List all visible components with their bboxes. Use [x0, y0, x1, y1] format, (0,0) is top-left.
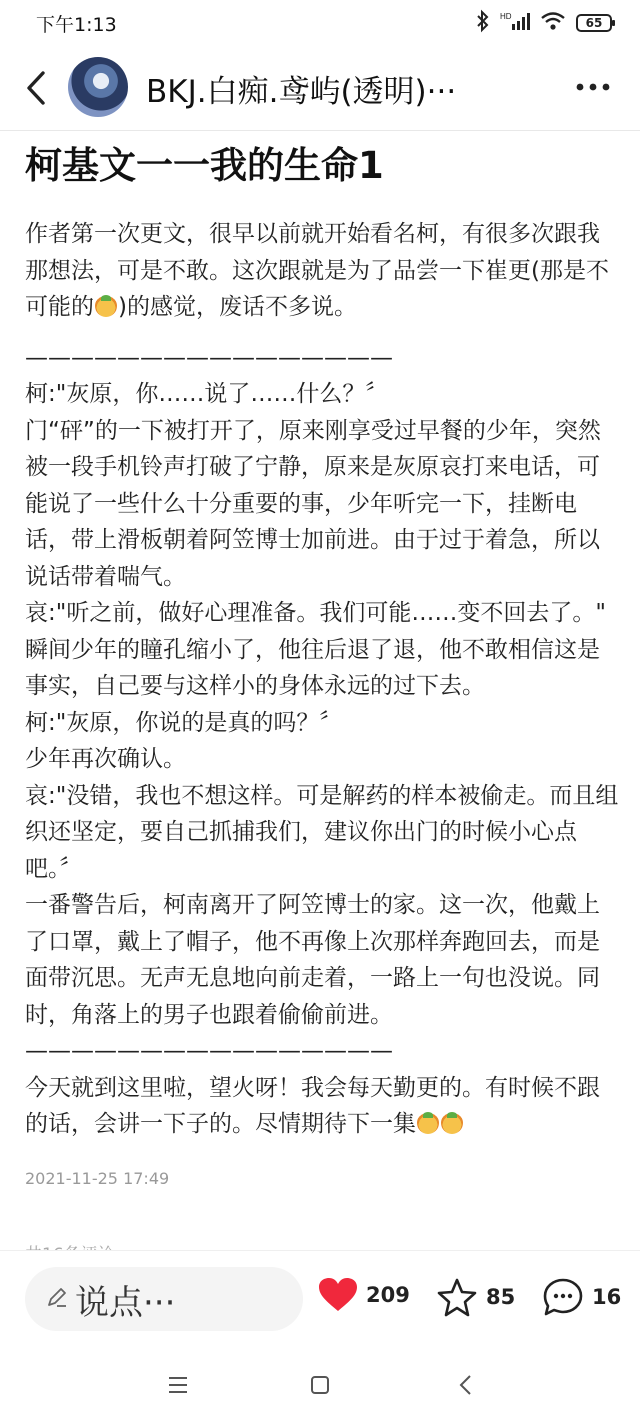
article	[25, 136, 620, 1188]
outro-text: 今天就到这里啦，望火呀！我会每天勤更的。有时候不跟的话，会讲一下子的。尽情期待下一集	[25, 1074, 600, 1137]
post-timestamp: 2021-11-25 17:49	[25, 1168, 170, 1188]
status-bar	[0, 0, 640, 46]
chevron-left-icon	[25, 70, 47, 106]
emoji-icon	[441, 1112, 463, 1134]
story-paragraph: 少年再次确认。	[25, 746, 186, 772]
signal-icon	[500, 11, 530, 35]
more-dots-icon	[576, 83, 610, 91]
home-square-icon	[310, 1375, 330, 1395]
heart-icon	[318, 1277, 358, 1313]
bottom-action-bar	[0, 1250, 640, 1347]
comment-count: 16	[592, 1285, 622, 1309]
status-icons	[476, 10, 612, 36]
back-triangle-icon	[458, 1374, 472, 1396]
page-title: BKJ.白痴.鸢屿(透明)···	[146, 74, 457, 110]
star-icon	[436, 1277, 478, 1317]
comments-button[interactable]	[542, 1277, 621, 1317]
back-button[interactable]	[16, 66, 56, 110]
battery-icon: 65	[576, 14, 612, 32]
comment-placeholder: 说点···	[75, 1282, 176, 1323]
menu-icon	[168, 1376, 188, 1394]
story-paragraph: 哀:"没错，我也不想这样。可是解药的样本被偷走。而且组织还坚定，要自己抓捕我们，建议你出门的时候小心点吧。〞	[25, 782, 619, 882]
emoji-icon	[417, 1112, 439, 1134]
story-paragraph: 哀:"听之前，做好心理准备。我们可能……变不回去了。"	[25, 600, 606, 626]
article-outro	[25, 1070, 620, 1143]
more-button[interactable]	[576, 72, 610, 102]
header-divider	[0, 130, 640, 131]
section-divider: ————————————————	[25, 1038, 393, 1064]
story-paragraph: 柯:"灰原，你说的是真的吗？〞	[25, 709, 343, 736]
home-button[interactable]	[300, 1370, 340, 1400]
article-title: 柯基文一一我的生命1	[25, 144, 384, 187]
menu-button[interactable]	[158, 1370, 198, 1400]
status-time: 下午1:13	[36, 14, 117, 36]
comment-input[interactable]	[25, 1267, 303, 1331]
pencil-icon	[45, 1285, 69, 1313]
system-back-button[interactable]	[445, 1370, 485, 1400]
avatar[interactable]	[68, 57, 128, 117]
story-paragraph: 门“砰”的一下被打开了，原来刚享受过早餐的少年，突然被一段手机铃声打破了宁静，原来是灰原哀打来电话，可能说了一些什么十分重要的事，少年听完一下，挂断电话，带上滑板朝着阿笠博士加前进。由于过于着急，所以说话带着喘气。	[25, 417, 601, 590]
article-intro	[25, 216, 620, 326]
favorite-count: 85	[486, 1285, 516, 1309]
like-count: 209	[366, 1283, 410, 1307]
intro-part-2: )的感觉，废话不多说。	[118, 294, 357, 320]
section-divider: ————————————————	[25, 344, 393, 371]
story-paragraph: 柯:"灰原，你……说了……什么？〞	[25, 381, 389, 407]
story-paragraph: 一番警告后，柯南离开了阿笠博士的家。这一次，他戴上了口罩，戴上了帽子，他不再像上次那样奔跑回去，而是面带沉思。无声无息地向前走着，一路上一句也没说。同时，角落上的男子也跟着偷偷前进。	[25, 892, 600, 1028]
emoji-icon	[95, 295, 117, 317]
intro-part-1: 作者第一次更文，很早以前就开始看名柯，有很多次跟我那想法，可是不敢。这次跟就是为了品尝一下崔更(那是不可能的	[25, 221, 609, 320]
wifi-icon	[540, 11, 566, 35]
story-paragraph: 瞬间少年的瞳孔缩小了，他往后退了退，他不敢相信这是事实，自己要与这样小的身体永远的过下去。	[25, 636, 600, 699]
svg-text:HD: HD	[500, 12, 512, 21]
favorite-button[interactable]	[436, 1277, 515, 1317]
like-button[interactable]	[318, 1277, 410, 1313]
bluetooth-icon	[476, 10, 490, 36]
comment-bubble-icon	[542, 1277, 584, 1317]
header	[0, 48, 640, 128]
system-navigation	[0, 1350, 640, 1422]
